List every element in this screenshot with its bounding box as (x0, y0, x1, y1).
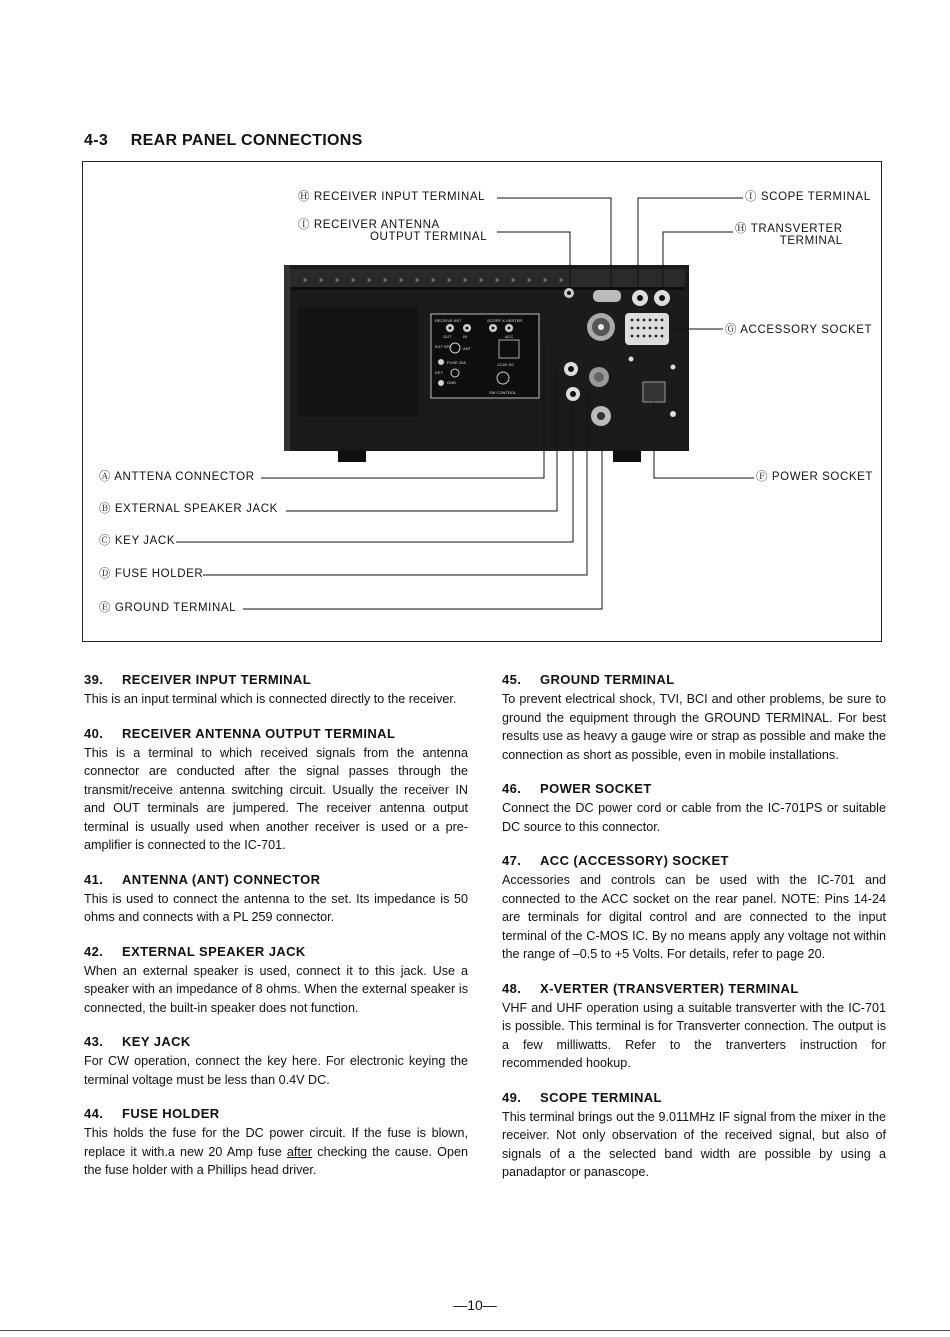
bottom-rule (0, 1330, 950, 1331)
callout-49-label: SCOPE TERMINAL (760, 191, 871, 203)
callout-45-label: GROUND TERMINAL (114, 602, 237, 614)
section-40 (84, 726, 468, 855)
page-number: —10— (453, 1297, 497, 1313)
plate-ant: ANT (463, 346, 471, 351)
rear-panel-figure (82, 161, 882, 642)
callout-40-label: RECEIVER ANTENNA (313, 219, 440, 231)
callout-44-label: FUSE HOLDER (114, 568, 204, 580)
callout-receiver-antenna-output (298, 219, 487, 243)
section-body: Accessories and controls can be used with the IC-701 and connected to the ACC socket on the rear panel. NOTE: Pins 14-24 are terminals for digital control and are connected to the input terminal of the C-MOS IC. By no means apply any voltage not within the range of –0.5 to +5 Volts. For details, refer to page 20. (502, 873, 886, 961)
section-title: 39. RECEIVER INPUT TERMINAL (84, 672, 312, 687)
plate-sw-control: SW CONTROL (489, 390, 517, 395)
section-title: 40. RECEIVER ANTENNA OUTPUT TERMINAL (84, 725, 396, 741)
underlined-word: after (286, 1144, 313, 1159)
section-title: 44. FUSE HOLDER (84, 1106, 220, 1121)
section-49 (502, 1090, 886, 1182)
callout-external-speaker-jack (99, 503, 278, 515)
callout-44-id-icon: Ⓓ (99, 568, 112, 580)
callout-41-label: ANTTENA CONNECTOR (114, 471, 255, 483)
section-body: Connect the DC power cord or cable from the IC-701PS or suitable DC source to this connector. (502, 801, 886, 834)
plate-out: OUT (443, 334, 452, 339)
section-44 (84, 1106, 468, 1180)
heading-title: REAR PANEL CONNECTIONS (130, 132, 363, 149)
callout-fuse-holder (99, 568, 203, 580)
callout-antenna-connector (99, 471, 255, 483)
callout-43-label: KEY JACK (114, 535, 176, 547)
section-body: When an external speaker is used, connect it to this jack. Use a speaker with an impedance of 8 ohms. When the external speaker is connected, the built-in speaker does not function. (84, 963, 468, 1015)
callout-power-socket (756, 471, 873, 483)
callout-scope-terminal (745, 191, 871, 203)
section-title: 42. EXTERNAL SPEAKER JACK (84, 943, 306, 959)
callout-key-jack (99, 535, 175, 547)
section-46 (502, 781, 886, 836)
section-body: This is used to connect the antenna to the set. Its impedance is 50 ohms and connects with a PL 259 connector. (84, 891, 468, 924)
section-body: This holds the fuse for the DC power circuit. If the fuse is blown, replace it with.a new 20 Amp fuse after checking the cause. Open the fuse holder with a Phillips head driver. (84, 1126, 468, 1177)
callout-42-label: EXTERNAL SPEAKER JACK (114, 503, 278, 515)
callout-transverter-terminal (735, 223, 843, 247)
callout-48-id-icon: Ⓗ (735, 223, 748, 235)
callout-47-id-icon: Ⓖ (725, 324, 738, 336)
plate-in: IN (463, 334, 467, 339)
callout-48-label2: TERMINAL (779, 235, 843, 247)
section-45 (502, 672, 886, 764)
plate-key: KEY (435, 370, 444, 375)
section-48 (502, 981, 886, 1073)
callout-43-id-icon: Ⓒ (99, 535, 112, 547)
section-body: This is an input terminal which is connected directly to the receiver. (84, 692, 457, 706)
section-body: For CW operation, connect the key here. For electronic keying the terminal voltage must be less than 0.4V DC. (84, 1054, 468, 1087)
callout-42-id-icon: Ⓑ (99, 503, 112, 515)
section-title: 43. KEY JACK (84, 1034, 191, 1049)
section-title: 47. ACC (ACCESSORY) SOCKET (502, 853, 729, 868)
section-39 (84, 672, 468, 709)
callout-45-id-icon: Ⓔ (99, 602, 112, 614)
callout-41-id-icon: Ⓐ (99, 471, 112, 483)
section-47 (502, 853, 886, 964)
plate-receive-ant: RECEIVE ANT (435, 318, 462, 323)
section-title: 45. GROUND TERMINAL (502, 672, 675, 687)
plate-dc: 13.8V DC (497, 362, 515, 367)
section-43 (84, 1034, 468, 1089)
callout-40-label2: OUTPUT TERMINAL (370, 231, 488, 243)
section-body: VHF and UHF operation using a suitable transverter with the IC-701 is possible. This terminal is for Transverter connection. The output is a few milliwatts. Refer to the tranverters instruction for recommended hookup. (502, 1000, 886, 1070)
section-title: 46. POWER SOCKET (502, 781, 652, 796)
callout-39-id-icon: Ⓗ (298, 191, 311, 203)
plate-fuse: FUSE 20A (447, 360, 466, 365)
callout-accessory-socket (725, 324, 872, 336)
callout-46-id-icon: Ⓕ (756, 471, 769, 483)
section-title: 49. SCOPE TERMINAL (502, 1089, 662, 1105)
section-body: This terminal brings out the 9.011MHz IF signal from the mixer in the receiver. Not only observation of the received signal, but also of signals of a the selected band width are possible by using a panadaptor or panascope. (502, 1109, 886, 1179)
callout-49-id-icon: Ⓘ (745, 191, 758, 203)
callout-39-label: RECEIVER INPUT TERMINAL (313, 191, 486, 203)
plate-ext-spk: EXT SPK (435, 344, 452, 349)
label-plate (431, 314, 539, 398)
right-column (502, 672, 886, 1199)
section-41 (84, 872, 468, 927)
plate-scope-xverter: SCOPE X-VERTER (487, 318, 523, 323)
section-body: This is a terminal to which received signals from the antenna connector are conducted after the signal passes through the transmit/receive antenna switching circuit. Usually the receiver IN and OUT terminals are jumpered. The receiver antenna output terminal is usually used when another receiver is used or a pre-amplifier is connected to the IC-701. (84, 745, 468, 852)
section-heading (84, 132, 363, 150)
left-column (84, 672, 468, 1197)
plate-gnd: GND (447, 380, 456, 385)
callout-47-label: ACCESSORY SOCKET (740, 324, 873, 336)
section-42 (84, 944, 468, 1018)
section-title: 41. ANTENNA (ANT) CONNECTOR (84, 871, 321, 887)
callout-46-label: POWER SOCKET (771, 471, 874, 483)
section-body: To prevent electrical shock, TVI, BCI and other problems, be sure to ground the equipment through the GROUND TERMINAL. For best results use as heavy a gauge wire or strap as possible and make the connection as short as possible, even in mobile installations. (502, 692, 886, 762)
callout-40-id-icon: Ⓘ (298, 219, 311, 231)
heading-number: 4-3 (84, 132, 109, 149)
section-title: 48. X-VERTER (TRANSVERTER) TERMINAL (502, 980, 799, 996)
callout-ground-terminal (99, 602, 236, 614)
callout-48-label: TRANSVERTER (750, 223, 843, 235)
plate-acc: ACC (505, 334, 514, 339)
callout-receiver-input (298, 191, 485, 203)
